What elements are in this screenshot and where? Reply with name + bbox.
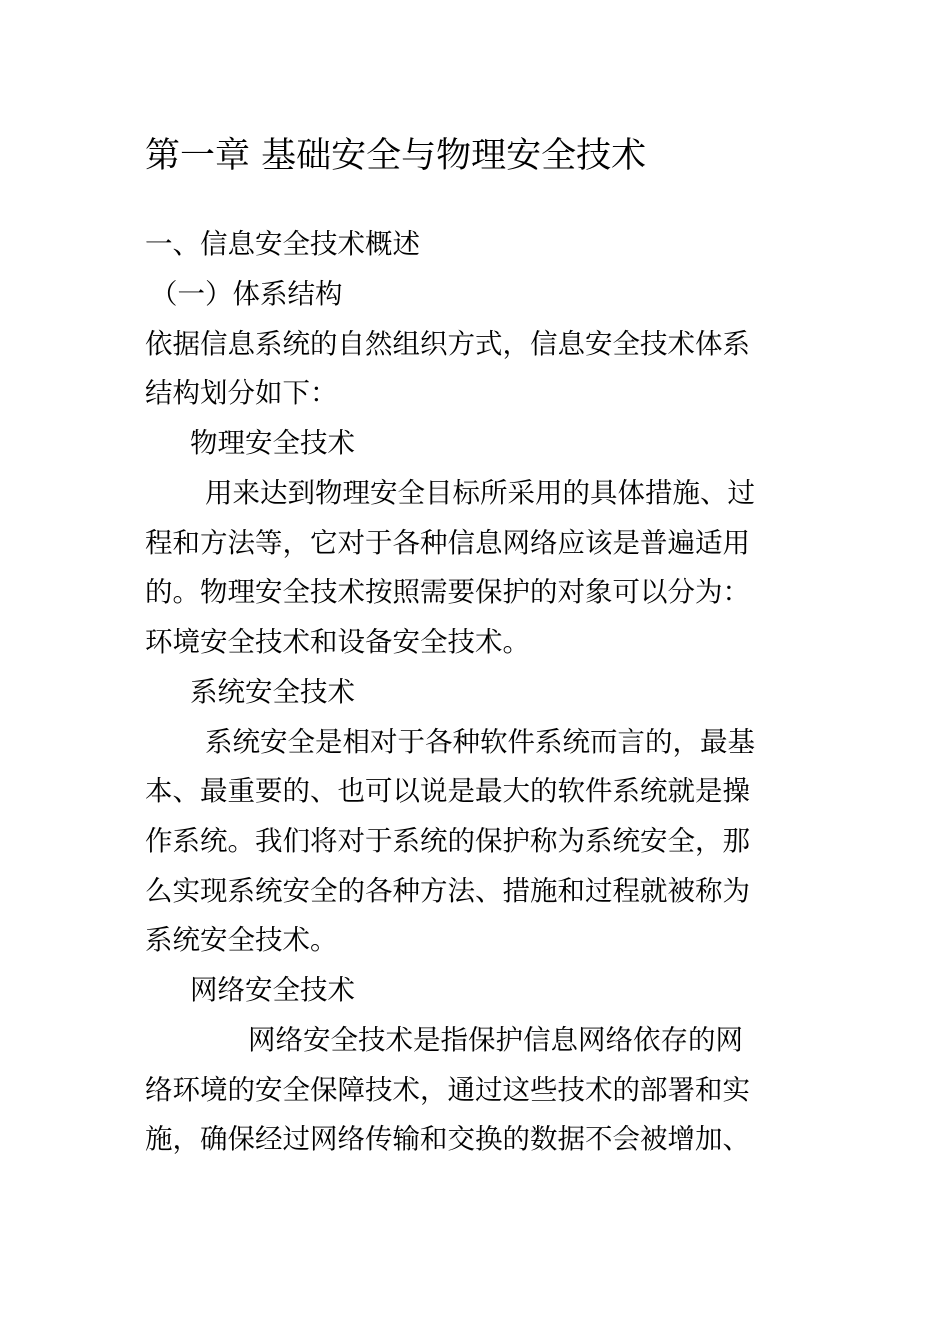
physical-paragraph-line-1: 用来达到物理安全目标所采用的具体措施、过 xyxy=(205,477,755,509)
physical-paragraph-line-4: 环境安全技术和设备安全技术。 xyxy=(145,626,530,658)
system-paragraph-line-3: 作系统。我们将对于系统的保护称为系统安全，那 xyxy=(145,825,750,857)
intro-line-2: 结构划分如下： xyxy=(145,377,338,409)
chapter-title: 第一章 基础安全与物理安全技术 xyxy=(145,136,647,176)
system-paragraph-line-2: 本、最重要的、也可以说是最大的软件系统就是操 xyxy=(145,775,750,807)
system-paragraph-line-5: 系统安全技术。 xyxy=(145,924,338,956)
network-paragraph-line-1: 网络安全技术是指保护信息网络依存的网 xyxy=(248,1024,743,1056)
system-paragraph-line-4: 么实现系统安全的各种方法、措施和过程就被称为 xyxy=(145,875,750,907)
physical-paragraph-line-3: 的。物理安全技术按照需要保护的对象可以分为： xyxy=(145,576,750,608)
system-paragraph-line-1: 系统安全是相对于各种软件系统而言的，最基 xyxy=(205,726,755,758)
intro-line-1: 依据信息系统的自然组织方式，信息安全技术体系 xyxy=(145,328,750,360)
system-security-heading: 系统安全技术 xyxy=(190,676,355,708)
physical-paragraph-line-2: 程和方法等，它对于各种信息网络应该是普遍适用 xyxy=(145,527,750,559)
section-heading: 一、信息安全技术概述 xyxy=(145,228,420,260)
physical-security-heading: 物理安全技术 xyxy=(190,427,355,459)
network-security-heading: 网络安全技术 xyxy=(190,974,355,1006)
network-paragraph-line-3: 施，确保经过网络传输和交换的数据不会被增加、 xyxy=(145,1123,750,1155)
subsection-heading: （一）体系结构 xyxy=(150,278,343,310)
network-paragraph-line-2: 络环境的安全保障技术，通过这些技术的部署和实 xyxy=(145,1074,750,1106)
